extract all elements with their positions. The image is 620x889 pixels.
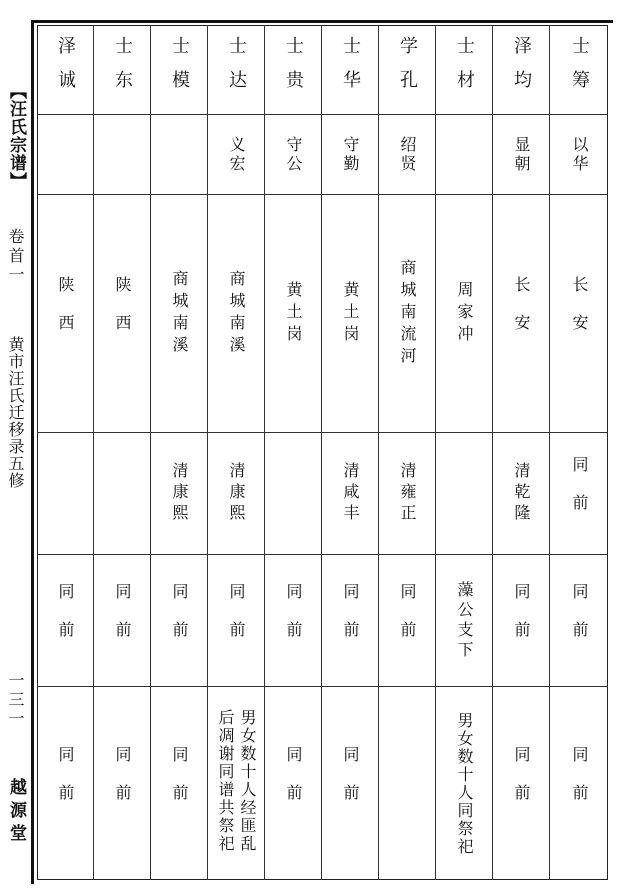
name-cell: 士模 [151,25,208,115]
place-cell: 周家冲 [436,195,493,433]
era-cell: 清乾隆 [493,433,550,555]
name-cell: 士达 [208,25,265,115]
courtesy-name-cell [94,115,151,195]
era-cell [37,433,94,555]
note-cell: 同前 [322,687,379,880]
courtesy-name-cell [37,115,94,195]
name-cell: 士贵 [265,25,322,115]
era-cell [436,433,493,555]
note-cell: 同前 [94,687,151,880]
genealogy-table [37,25,608,880]
place-cell: 黄土岗 [322,195,379,433]
note-cell [379,687,436,880]
note-cell: 男女数十人同祭祀 [436,687,493,880]
place-cell: 黄土岗 [265,195,322,433]
courtesy-name-cell: 显朝 [493,115,550,195]
section-subtitle: 黄市汪氏迁移录五修 [6,336,25,489]
name-cell: 士材 [436,25,493,115]
courtesy-name-cell [436,115,493,195]
place-cell: 陕西 [37,195,94,433]
name-cell: 泽诚 [37,25,94,115]
place-cell: 长安 [550,195,608,433]
courtesy-name-cell: 守勤 [322,115,379,195]
courtesy-name-cell: 绍贤 [379,115,436,195]
era-cell: 清雍正 [379,433,436,555]
page-number: 一三一 [6,672,25,729]
era-cell [94,433,151,555]
tomb-cell: 同前 [151,555,208,687]
place-cell: 长安 [493,195,550,433]
courtesy-name-cell [151,115,208,195]
tomb-cell: 同前 [265,555,322,687]
tomb-cell: 同前 [379,555,436,687]
name-cell: 学孔 [379,25,436,115]
tomb-cell: 同前 [550,555,608,687]
era-cell: 清康熙 [151,433,208,555]
era-cell [265,433,322,555]
note-cell: 同前 [493,687,550,880]
courtesy-name-cell: 义宏 [208,115,265,195]
place-cell: 陕西 [94,195,151,433]
note-cell: 同前 [151,687,208,880]
tomb-cell: 同前 [208,555,265,687]
note-cell: 同前 [570,745,589,822]
tomb-cell: 藻公支下 [436,555,493,687]
name-cell: 士东 [94,25,151,115]
book-title: 【汪氏宗谱】 [6,82,26,190]
hall-name: 越源堂 [6,778,26,847]
volume-label: 卷首一 [6,228,25,285]
tomb-cell: 同前 [493,555,550,687]
tomb-cell: 同前 [94,555,151,687]
place-cell: 商城南溪 [208,195,265,433]
place-cell: 商城南溪 [151,195,208,433]
courtesy-name-cell: 以华 [550,115,608,195]
courtesy-name-cell: 守公 [265,115,322,195]
tomb-cell: 同前 [37,555,94,687]
name-cell: 士华 [322,25,379,115]
era-cell: 清咸丰 [322,433,379,555]
page-margin [0,0,30,889]
note-cell: 同前 [265,687,322,880]
name-cell: 士筹 [550,25,608,115]
tomb-cell: 同前 [322,555,379,687]
place-cell: 商城南流河 [379,195,436,433]
era-cell: 同前 [550,433,608,555]
note-cell: 同前 [37,687,94,880]
note-cell: 男女数十人经匪乱后凋谢同谱共祭祀 [208,687,265,880]
name-cell: 泽均 [493,25,550,115]
era-cell: 清康熙 [208,433,265,555]
